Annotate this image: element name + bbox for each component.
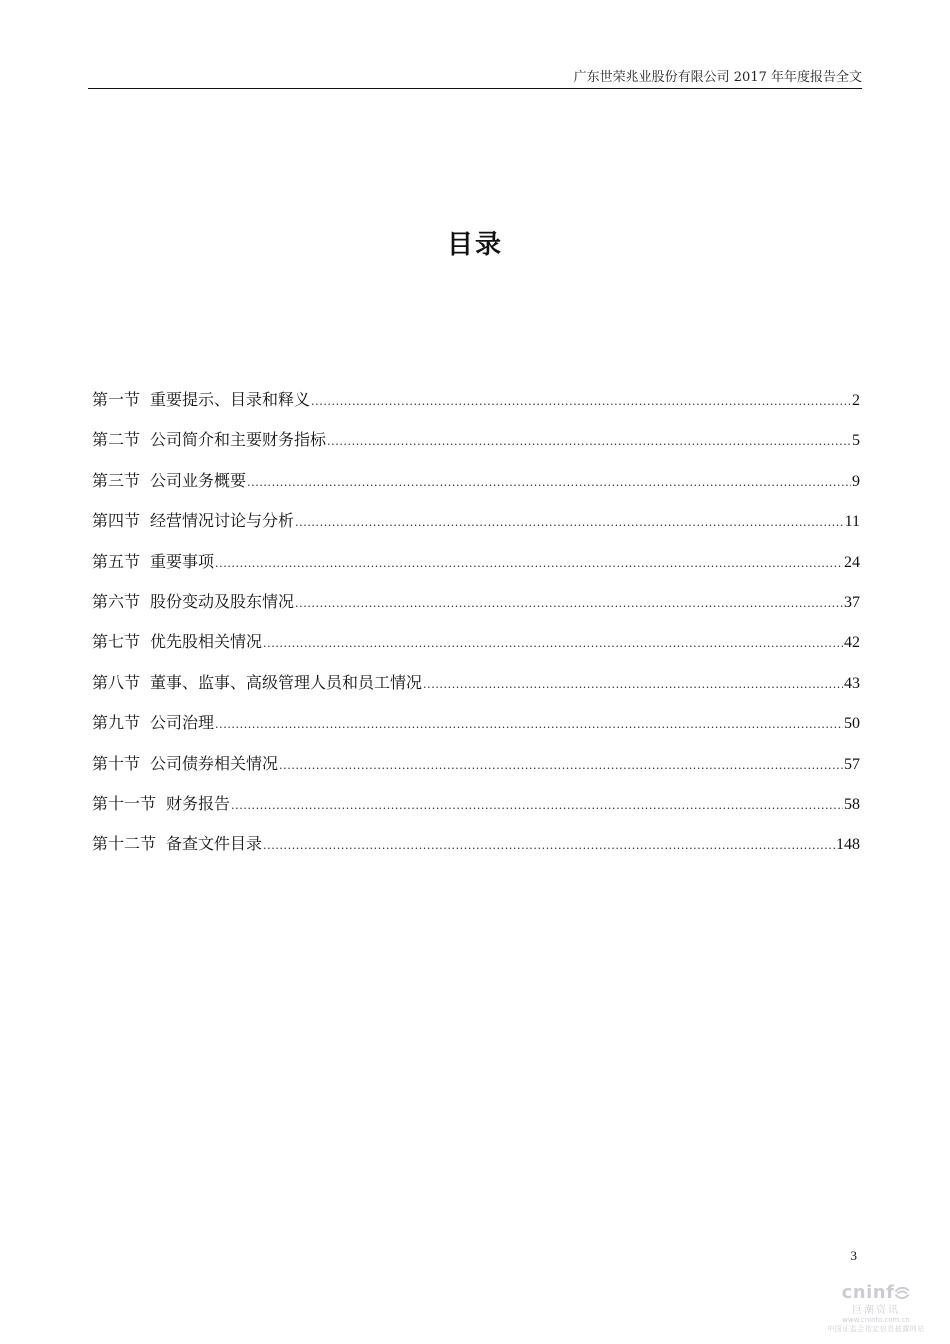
toc-entry-6[interactable] [92,588,860,628]
toc-section-label: 第二节 [92,430,141,450]
header-divider [88,88,862,89]
toc-section-label: 第一节 [92,390,141,409]
watermark-url: www.cninfo.com.cn [842,1316,910,1324]
toc-section-label: 第四节 [92,511,141,531]
toc-page-number: 5 [852,432,860,450]
table-of-contents [92,386,860,871]
toc-entry-title: 重要事项 [150,551,215,571]
toc-section-label: 第五节 [92,551,141,571]
watermark-logo [816,1282,936,1303]
toc-entry-5[interactable] [92,548,860,588]
toc-entry-10[interactable] [92,750,860,790]
cninfo-swirl-icon [894,1285,910,1301]
toc-page-number: 24 [844,553,860,571]
toc-page-number: 9 [852,472,860,490]
toc-leader-dots [215,711,843,739]
toc-leader-dots [231,792,843,820]
toc-leader-dots [247,469,851,497]
toc-entry-title: 经营情况讨论与分析 [150,511,295,531]
toc-leader-dots [327,428,851,456]
toc-entry-4[interactable] [92,507,860,547]
toc-entry-title: 公司业务概要 [150,470,247,490]
toc-page-number: 43 [844,674,860,692]
toc-section-label: 第六节 [92,591,141,611]
toc-leader-dots [263,630,843,658]
watermark-subtitle: 中国证监会指定信息披露网站 [827,1325,925,1333]
toc-section-label: 第九节 [92,713,141,733]
cninfo-watermark [816,1282,936,1334]
watermark-logo-text: cninf [841,1282,895,1303]
toc-section-label: 第八节 [92,672,141,692]
toc-leader-dots [295,509,844,537]
toc-entry-2[interactable] [92,426,860,466]
toc-section-label: 第七节 [92,632,141,652]
toc-page-number: 50 [844,715,860,733]
toc-entry-1[interactable] [92,386,860,426]
toc-page-number: 11 [844,513,860,531]
toc-leader-dots [215,550,843,578]
toc-entry-title: 董事、监事、高级管理人员和员工情况 [150,672,423,692]
toc-section-label: 第十一节 [92,793,157,813]
toc-entry-title: 公司债券相关情况 [150,753,279,773]
toc-leader-dots [311,388,851,416]
watermark-name: 巨潮资讯 [852,1305,900,1316]
toc-leader-dots [263,832,835,860]
toc-entry-9[interactable] [92,709,860,749]
toc-entry-title: 公司简介和主要财务指标 [150,430,327,450]
toc-section-label: 第十节 [92,753,141,773]
toc-section-label: 第十二节 [92,834,157,854]
toc-entry-title: 财务报告 [166,793,231,813]
toc-entry-title: 公司治理 [150,713,215,733]
page-title: 目录 [446,230,503,260]
toc-leader-dots [279,752,843,780]
toc-page-number: 37 [844,593,860,611]
toc-entry-title: 股份变动及股东情况 [150,591,295,611]
toc-section-label: 第三节 [92,470,141,490]
toc-entry-3[interactable] [92,467,860,507]
toc-leader-dots [423,671,843,699]
toc-entry-11[interactable] [92,790,860,830]
toc-entry-title: 优先股相关情况 [150,632,263,652]
toc-page-number: 57 [844,755,860,773]
toc-page-number: 2 [852,392,860,409]
toc-page-number: 42 [844,634,860,652]
toc-page-number: 58 [844,795,860,813]
toc-entry-title: 备查文件目录 [166,834,263,854]
toc-leader-dots [295,590,843,618]
toc-entry-7[interactable] [92,628,860,668]
toc-entry-12[interactable] [92,830,860,870]
toc-entry-8[interactable] [92,669,860,709]
toc-entry-title: 重要提示、目录和释义 [150,390,311,409]
toc-page-number: 148 [836,836,860,854]
header-title: 广东世荣兆业股份有限公司 2017 年年度报告全文 [573,70,862,85]
page-number: 3 [850,1248,857,1263]
